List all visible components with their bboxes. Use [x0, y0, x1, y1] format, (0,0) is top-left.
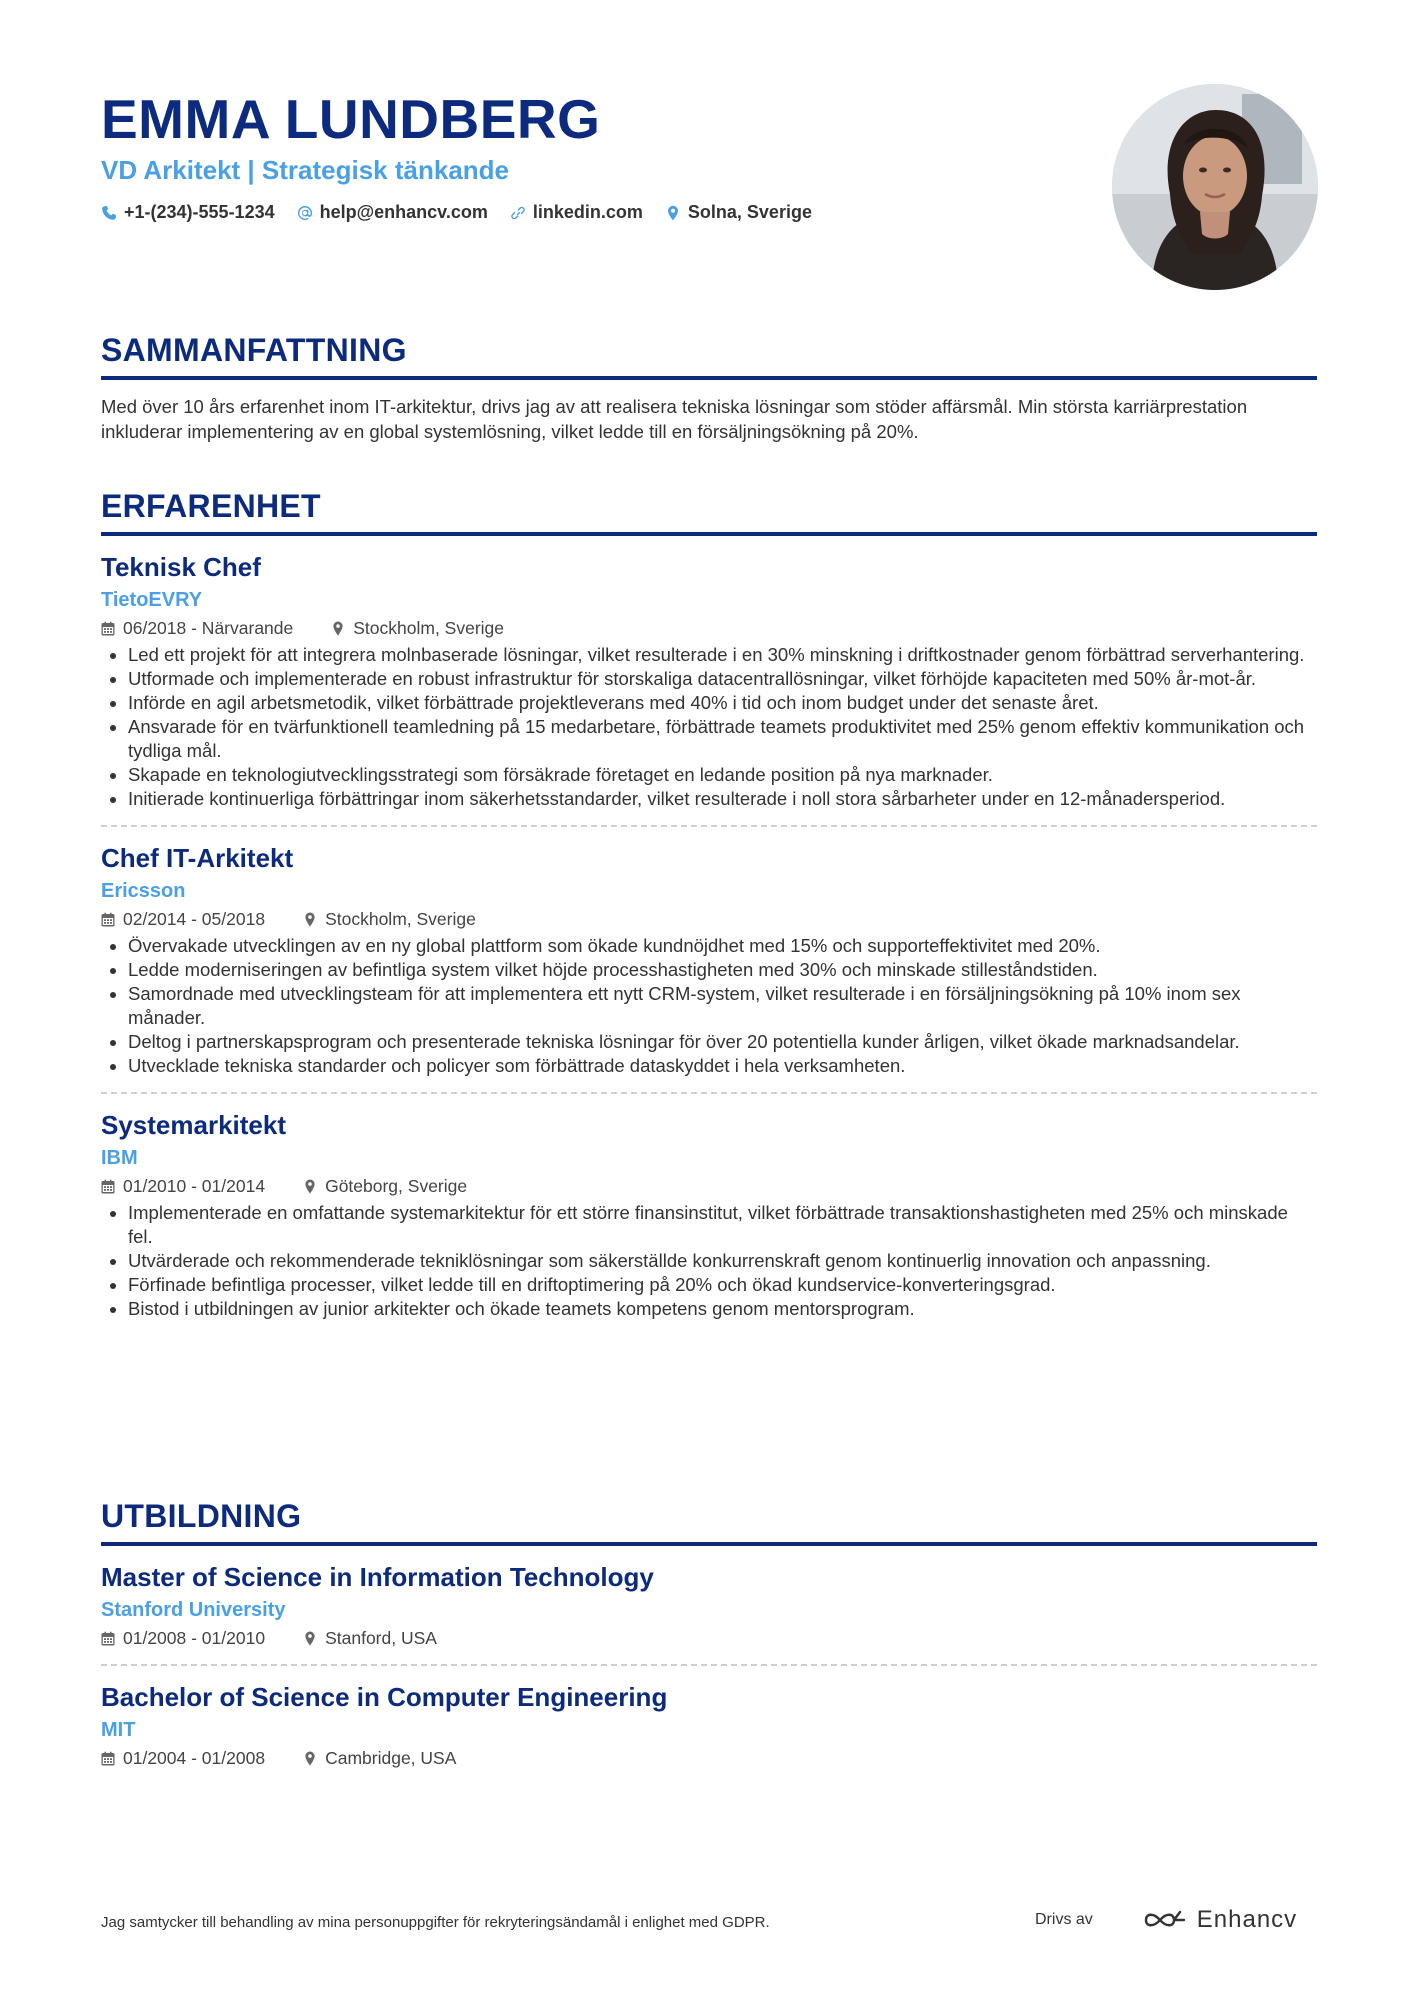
job-bullet: • Övervakade utvecklingen av en ny global plattform som ökade kundnöjdhet med 15% och supporteffektivitet med 20%.: [128, 934, 1317, 958]
powered-by: [1035, 1906, 1297, 1934]
job-bullets: [101, 1201, 1317, 1321]
education-title: UTBILDNING: [101, 1498, 302, 1534]
summary-title: SAMMANFATTNING: [101, 332, 407, 368]
job-location: Göteborg, Sverige: [325, 1176, 468, 1196]
education-dates: 01/2004 - 01/2008: [123, 1748, 266, 1768]
job-bullets: [101, 643, 1317, 811]
phone-icon: [101, 205, 117, 221]
job-bullet: • Bistod i utbildningen av junior arkitekter och ökade teamets kompetens genom mentorsprogram.: [128, 1297, 1317, 1321]
job-entry: [101, 841, 1317, 1078]
education-degree: Master of Science in Information Technology: [101, 1562, 654, 1592]
contact-email-text: help@enhancv.com: [319, 202, 488, 222]
job-entry: [101, 1108, 1317, 1321]
calendar-icon: [101, 912, 115, 927]
map-pin-icon: [665, 205, 681, 221]
link-icon: [510, 205, 526, 221]
entry-divider: [101, 1664, 1317, 1666]
contact-email[interactable]: [297, 202, 488, 223]
job-dates: 01/2010 - 01/2014: [123, 1176, 266, 1196]
job-company: IBM: [101, 1147, 138, 1169]
job-bullet: • Initierade kontinuerliga förbättringar inom säkerhetsstandarder, vilket resulterade i noll stora sårbarheter under en 12-månadersperiod.: [128, 787, 1317, 811]
candidate-subtitle: VD Arkitekt | Strategisk tänkande: [101, 155, 510, 185]
job-bullet: • Utvärderade och rekommenderade tekniklösningar som säkerställde konkurrenskraft genom kontinuerlig innovation och anpassning.: [128, 1249, 1317, 1273]
map-pin-icon: [303, 1751, 317, 1766]
map-pin-icon: [331, 621, 345, 636]
job-title: Chef IT-Arkitekt: [101, 843, 294, 873]
education-location: Stanford, USA: [325, 1628, 437, 1648]
contact-bar: [101, 202, 812, 223]
brand-link[interactable]: [1143, 1906, 1297, 1934]
job-company: Ericsson: [101, 880, 186, 902]
job-bullet: • Deltog i partnerskapsprogram och presenterade tekniska lösningar för över 20 potentiella kunder årligen, vilket ökade marknadsandelar.: [128, 1030, 1317, 1054]
powered-by-label: Drivs av: [1035, 1911, 1093, 1928]
education-school: Stanford University: [101, 1599, 286, 1621]
job-location-wrap: [303, 1174, 467, 1198]
education-location: Cambridge, USA: [325, 1748, 457, 1768]
entry-divider: [101, 1092, 1317, 1094]
contact-phone[interactable]: [101, 202, 275, 223]
contact-location-text: Solna, Sverige: [687, 202, 812, 222]
at-icon: [297, 205, 313, 221]
job-location: Stockholm, Sverige: [353, 618, 505, 638]
job-entry: [101, 550, 1317, 811]
summary-text: Med över 10 års erfarenhet inom IT-arkitektur, drivs jag av att realisera tekniska lösningar som stöder affärsmål. Min största karriärprestation inkluderar implementering av en global systemlösning, vilket ledde till en försäljningsökning på 20%.: [101, 396, 1248, 442]
enhancv-logo-icon: [1143, 1908, 1187, 1932]
map-pin-icon: [303, 1179, 317, 1194]
contact-linkedin-text: linkedin.com: [532, 202, 643, 222]
contact-phone-text: +1-(234)-555-1234: [124, 202, 275, 222]
calendar-icon: [101, 1179, 115, 1194]
job-bullets: [101, 934, 1317, 1078]
job-meta: [101, 616, 1317, 640]
job-bullet: • Förfinade befintliga processer, vilket ledde till en driftoptimering på 20% och ökad kundservice-konverteringsgrad.: [128, 1273, 1317, 1297]
education-dates: 01/2008 - 01/2010: [123, 1628, 266, 1648]
education-school: MIT: [101, 1719, 136, 1741]
job-bullet: • Ledde moderniseringen av befintliga system vilket höjde processhastigheten med 30% och minskade stilleståndstiden.: [128, 958, 1317, 982]
calendar-icon: [101, 621, 115, 636]
job-bullet: • Skapade en teknologiutvecklingsstrategi som försäkrade företaget en ledande position på nya marknader.: [128, 763, 1317, 787]
job-bullet: • Ansvarade för en tvärfunktionell teamledning på 15 medarbetare, förbättrade teamets produktivitet med 25% genom effektiv kommunikation och tydliga mål.: [128, 715, 1317, 763]
profile-photo: [1112, 84, 1318, 290]
job-bullet: • Samordnade med utvecklingsteam för att implementera ett nytt CRM-system, vilket resulterade i en försäljningsökning på 10% inom sex månader.: [128, 982, 1317, 1030]
map-pin-icon: [303, 1631, 317, 1646]
job-location: Stockholm, Sverige: [325, 909, 476, 929]
summary-section: [101, 330, 1317, 444]
job-title: Systemarkitekt: [101, 1110, 286, 1140]
job-meta: [101, 1174, 1317, 1198]
education-entry: [101, 1680, 1317, 1770]
candidate-name: EMMA LUNDBERG: [101, 88, 601, 150]
job-title: Teknisk Chef: [101, 552, 261, 582]
calendar-icon: [101, 1751, 115, 1766]
job-dates: 02/2014 - 05/2018: [123, 909, 266, 929]
profile-photo-graphic: [1112, 84, 1318, 290]
education-meta: [101, 1626, 1317, 1650]
entry-divider: [101, 825, 1317, 827]
job-bullet: • Utvecklade tekniska standarder och policyer som förbättrade dataskyddet i hela verksamheten.: [128, 1054, 1317, 1078]
resume-header: [101, 86, 1317, 306]
contact-linkedin[interactable]: [510, 202, 643, 223]
job-location-wrap: [331, 616, 504, 640]
job-bullet: • Led ett projekt för att integrera molnbaserade lösningar, vilket resulterade i en 30% minskning i driftkostnader genom förbättrad serverhantering.: [128, 643, 1317, 667]
brand-name: Enhancv: [1196, 1906, 1298, 1933]
job-location-wrap: [303, 907, 476, 931]
education-entry: [101, 1560, 1317, 1650]
calendar-icon: [101, 1631, 115, 1646]
education-location-wrap: [303, 1746, 456, 1770]
job-bullet: • Införde en agil arbetsmetodik, vilket förbättrade projektleverans med 40% i tid och inom budget under det senaste året.: [128, 691, 1317, 715]
education-section: [101, 1496, 1317, 1770]
contact-location: [665, 202, 812, 223]
experience-section: [101, 486, 1317, 1321]
job-dates: 06/2018 - Närvarande: [123, 618, 294, 638]
resume-page: [101, 0, 1317, 1995]
job-bullet: • Utformade och implementerade en robust infrastruktur för storskaliga datacentrallösningar, vilket förhöjde kapaciteten med 50% år-mot-år.: [128, 667, 1317, 691]
gdpr-consent: Jag samtycker till behandling av mina personuppgifter för rekryteringsändamål i enlighet med GDPR.: [101, 1914, 770, 1931]
education-location-wrap: [303, 1626, 437, 1650]
experience-title: ERFARENHET: [101, 488, 321, 524]
job-meta: [101, 907, 1317, 931]
education-meta: [101, 1746, 1317, 1770]
education-degree: Bachelor of Science in Computer Engineering: [101, 1682, 668, 1712]
map-pin-icon: [303, 912, 317, 927]
job-bullet: • Implementerade en omfattande systemarkitektur för ett större finansinstitut, vilket förbättrade transaktionshastigheten med 25% och minskade fel.: [128, 1201, 1317, 1249]
section-rule: [101, 376, 1317, 380]
job-company: TietoEVRY: [101, 589, 203, 611]
